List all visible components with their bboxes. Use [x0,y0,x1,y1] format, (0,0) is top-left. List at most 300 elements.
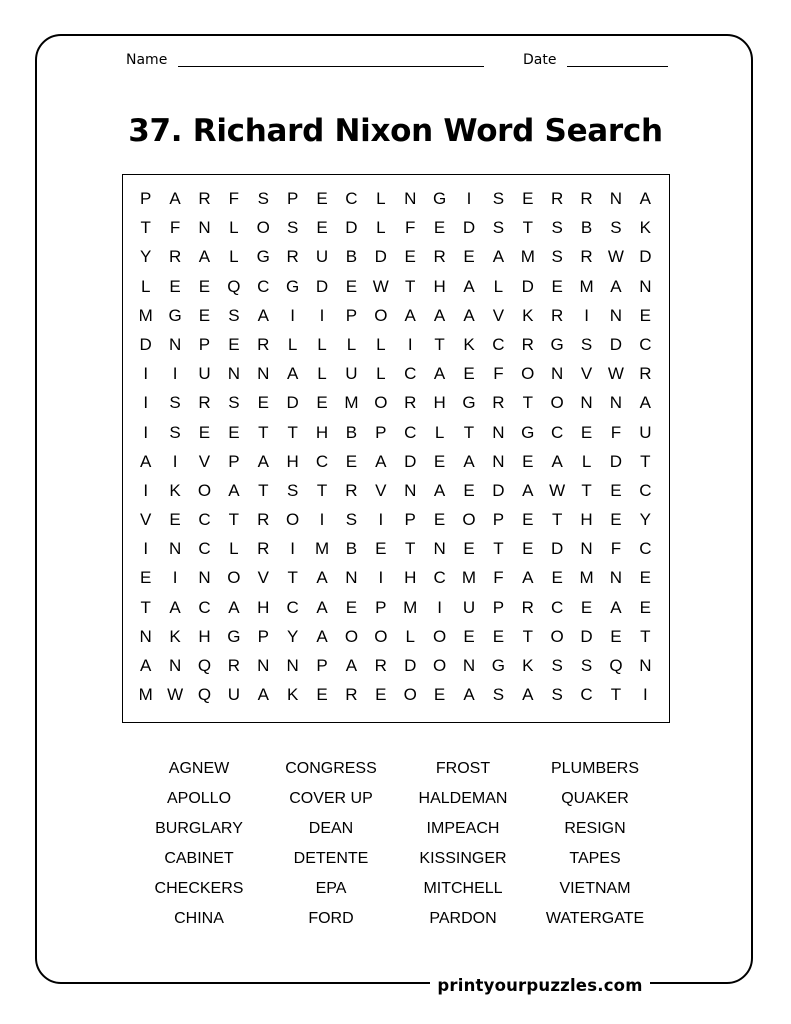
grid-letter: E [610,626,622,646]
grid-letter: I [143,393,149,413]
footer-website: printyourpuzzles.com [437,976,643,995]
grid-letter: I [143,364,149,384]
grid-letter: A [228,597,240,617]
grid-letter: E [433,218,446,238]
grid-letter: R [492,393,505,413]
word-list-item: VIETNAM [559,880,631,897]
grid-letter: O [374,305,388,325]
grid-letter: L [229,218,239,238]
grid-letter: L [376,364,386,384]
grid-letter: C [639,334,652,354]
grid-letter: E [522,189,534,208]
grid-letter: H [257,597,270,617]
word-list-item: FROST [435,760,491,777]
grid-letter: A [522,480,534,500]
grid-letter: C [257,276,270,296]
grid-letter: F [493,364,504,384]
grid-letter: R [257,510,270,530]
grid-letter: I [319,510,325,530]
grid-letter: P [375,422,387,442]
word-list-item: HALDEMAN [418,790,508,807]
grid-letter: T [551,510,563,530]
grid-letter: L [376,189,386,208]
grid-letter: G [168,305,182,325]
grid-letter: L [376,334,386,354]
grid-letter: Q [609,656,623,675]
grid-letter: L [229,539,239,559]
grid-letter: Q [197,656,212,675]
grid-letter: E [610,480,622,500]
grid-letter: Y [140,247,152,267]
grid-letter: C [404,364,417,384]
grid-letter: T [640,626,651,646]
grid-letter: R [345,480,358,500]
grid-letter: G [286,276,300,296]
grid-letter: D [315,276,329,296]
grid-letter: L [317,334,327,354]
grid-letter: I [437,597,442,617]
grid-letter: C [286,597,299,617]
grid-letter: T [258,422,269,442]
grid-letter: S [551,685,563,705]
grid-letter: P [492,510,505,530]
grid-letter: P [345,305,358,325]
grid-letter: F [610,422,622,442]
grid-letter: D [139,334,152,354]
grid-letter: H [315,422,329,442]
grid-letter: K [639,218,651,238]
grid-letter: I [143,480,149,500]
grid-letter: Q [227,276,241,296]
grid-letter: E [492,626,505,646]
grid-letter: U [462,597,476,617]
grid-letter: N [609,305,623,325]
grid-letter: L [287,334,298,354]
grid-letter: R [345,685,358,705]
grid-letter: L [581,451,592,471]
grid-letter: E [433,451,446,471]
grid-letter: P [286,189,299,208]
grid-letter: M [138,685,153,705]
grid-letter: T [522,218,533,238]
grid-letter: T [287,568,298,588]
grid-letter: A [639,393,651,413]
date-field-line[interactable] [567,66,668,67]
grid-letter: V [257,568,269,588]
grid-letter: E [433,510,446,530]
grid-letter: H [580,510,593,530]
grid-letter: T [463,422,475,442]
grid-letter: O [432,656,447,675]
word-list-item: PLUMBERS [550,760,640,777]
grid-letter: M [344,393,359,413]
grid-letter: E [522,451,534,471]
grid-letter: V [198,451,211,471]
grid-letter: V [492,305,505,325]
grid-letter: O [256,218,270,238]
grid-letter: T [316,480,328,500]
grid-letter: O [550,393,564,413]
grid-letter: N [168,539,182,559]
grid-letter: R [551,305,564,325]
grid-letter: R [198,189,211,208]
grid-letter: L [229,247,239,267]
grid-letter: M [403,597,418,617]
grid-letter: A [169,597,181,617]
grid-letter: R [374,656,387,675]
grid-letter: D [492,480,505,500]
grid-letter: O [286,510,300,530]
grid-letter: I [319,305,325,325]
grid-letter: A [316,568,328,588]
grid-letter: L [376,218,386,238]
grid-letter: T [581,480,592,500]
grid-letter: L [317,364,327,384]
grid-letter: E [639,305,651,325]
grid-letter: S [492,218,505,238]
grid-letter: D [374,247,387,267]
word-list-item: AGNEW [168,760,230,777]
grid-letter: O [344,626,359,646]
grid-letter: G [491,656,505,675]
grid-letter: A [463,451,475,471]
grid-letter: A [463,305,475,325]
grid-letter: P [316,656,328,675]
grid-letter: R [580,189,593,208]
word-list-item: APOLLO [166,790,232,807]
grid-letter: E [169,276,181,296]
grid-letter: S [551,218,563,238]
grid-letter: A [433,480,446,500]
grid-letter: D [609,451,623,471]
grid-letter: E [228,422,240,442]
grid-letter: C [551,597,564,617]
grid-letter: L [346,334,357,354]
grid-letter: G [256,247,270,267]
grid-letter: O [197,480,212,500]
grid-letter: P [228,451,240,471]
grid-letter: O [432,626,447,646]
grid-letter: E [433,685,446,705]
grid-letter: R [257,539,270,559]
grid-letter: Y [286,626,299,646]
grid-letter: A [610,276,622,296]
grid-letter: E [522,510,534,530]
grid-letter: R [433,247,446,267]
grid-letter: N [433,539,446,559]
grid-letter: B [345,422,358,442]
grid-letter: E [551,568,563,588]
grid-letter: W [607,247,624,267]
grid-letter: P [375,597,387,617]
grid-letter: D [580,626,593,646]
grid-letter: T [493,539,504,559]
grid-letter: A [492,247,505,267]
word-list-item: IMPEACH [426,820,500,837]
grid-letter: M [314,539,330,559]
grid-letter: N [404,189,417,208]
grid-letter: N [609,393,623,413]
word-list-item: DETENTE [293,850,369,867]
grid-letter: E [169,510,181,530]
grid-letter: M [461,568,477,588]
grid-letter: A [316,626,328,646]
grid-letter: T [640,451,651,471]
grid-letter: S [169,422,181,442]
grid-letter: O [227,568,241,588]
grid-letter: G [550,334,564,354]
grid-letter: B [580,218,593,238]
name-field-line[interactable] [178,66,484,67]
grid-letter: D [462,218,476,238]
grid-letter: M [138,305,153,325]
grid-letter: W [167,685,184,705]
grid-letter: C [404,422,417,442]
grid-letter: I [143,539,149,559]
grid-letter: A [433,305,446,325]
grid-letter: E [316,218,328,238]
grid-letter: Q [197,685,212,705]
grid-letter: E [404,247,416,267]
grid-letter: S [610,218,622,238]
word-list-item: EPA [315,880,347,897]
grid-letter: A [522,568,534,588]
grid-letter: N [551,364,564,384]
grid-letter: I [378,510,384,530]
grid-letter: D [404,451,417,471]
grid-letter: V [580,364,593,384]
grid-letter: I [172,451,178,471]
grid-letter: I [378,568,384,588]
grid-letter: D [286,393,299,413]
grid-letter: S [492,189,505,208]
grid-letter: S [551,656,563,675]
grid-letter: K [169,480,181,500]
grid-letter: O [374,626,388,646]
grid-letter: A [404,305,416,325]
grid-letter: S [492,685,505,705]
word-list-item: CHINA [174,910,224,927]
grid-letter: E [345,597,358,617]
grid-letter: N [286,656,299,675]
word-list-item: TAPES [569,850,621,867]
grid-letter: T [228,510,240,530]
grid-letter: A [463,685,475,705]
grid-letter: V [140,510,152,530]
grid-letter: U [345,364,358,384]
name-label: Name [126,52,168,68]
grid-letter: A [375,451,387,471]
grid-letter: E [522,539,534,559]
grid-letter: D [639,247,652,267]
grid-letter: T [522,393,533,413]
grid-letter: C [198,539,211,559]
word-list-item: BURGLARY [155,820,243,837]
grid-letter: O [403,685,417,705]
grid-letter: G [432,189,447,208]
grid-letter: N [404,480,417,500]
grid-letter: W [372,276,389,296]
grid-letter: V [375,480,387,500]
grid-letter: S [228,393,240,413]
word-list-item: DEAN [308,820,354,837]
grid-letter: E [463,480,475,500]
grid-letter: A [140,451,152,471]
grid-letter: S [257,189,269,208]
grid-letter: O [462,510,476,530]
word-list-item: CHECKERS [154,880,244,897]
word-list-item: CABINET [164,850,234,867]
grid-letter: W [607,364,624,384]
grid-letter: C [492,334,505,354]
grid-letter: A [345,656,358,675]
grid-letter: I [290,305,296,325]
word-list-item: MITCHELL [423,880,503,897]
grid-letter: A [610,597,622,617]
grid-letter: P [140,189,152,208]
grid-letter: C [433,568,446,588]
grid-letter: E [463,364,475,384]
grid-letter: A [198,247,211,267]
word-list-item: QUAKER [561,790,629,807]
grid-letter: O [521,364,535,384]
grid-letter: U [315,247,329,267]
grid-letter: E [345,276,358,296]
grid-letter: F [610,539,622,559]
grid-letter: I [642,685,648,705]
grid-letter: R [257,334,270,354]
grid-letter: S [580,334,593,354]
grid-letter: R [551,189,564,208]
grid-letter: T [522,626,533,646]
grid-letter: T [140,218,151,238]
grid-letter: M [579,568,594,588]
grid-letter: T [287,422,298,442]
grid-letter: S [169,393,181,413]
grid-letter: R [521,597,534,617]
grid-letter: N [639,656,652,675]
grid-letter: F [169,218,181,238]
grid-letter: H [433,393,446,413]
grid-letter: E [463,247,475,267]
grid-letter: E [316,189,328,208]
grid-letter: A [257,451,269,471]
grid-letter: L [140,276,151,296]
grid-letter: H [286,451,299,471]
grid-letter: G [227,626,241,646]
grid-letter: K [522,305,534,325]
grid-letter: E [140,568,152,588]
grid-letter: S [286,218,299,238]
grid-letter: E [580,597,593,617]
grid-letter: N [639,276,652,296]
grid-letter: K [522,656,534,675]
grid-letter: D [551,539,564,559]
page-title: 37. Richard Nixon Word Search [128,113,663,149]
grid-letter: R [286,247,299,267]
grid-letter: P [492,597,505,617]
grid-letter: H [433,276,446,296]
grid-letter: E [610,510,622,530]
grid-letter: L [405,626,415,646]
grid-letter: E [375,685,387,705]
grid-letter: N [168,656,182,675]
grid-letter: C [639,539,652,559]
grid-letter: N [492,451,505,471]
grid-letter: T [258,480,269,500]
grid-letter: A [639,189,651,208]
grid-letter: N [492,422,505,442]
word-list-item: KISSINGER [419,850,507,867]
grid-letter: E [345,451,358,471]
grid-letter: E [639,568,651,588]
grid-letter: M [520,247,535,267]
grid-letter: R [639,364,652,384]
grid-letter: E [463,539,475,559]
grid-letter: A [551,451,563,471]
grid-letter: G [521,422,535,442]
grid-letter: E [551,276,563,296]
grid-letter: F [405,218,416,238]
grid-letter: U [639,422,652,442]
grid-letter: N [462,656,476,675]
grid-letter: A [228,480,240,500]
grid-letter: W [549,480,566,500]
grid-letter: A [257,685,269,705]
grid-letter: D [521,276,534,296]
grid-letter: E [228,334,240,354]
grid-letter: E [257,393,269,413]
grid-letter: N [227,364,240,384]
grid-letter: S [580,656,593,675]
grid-letter: N [257,656,270,675]
word-list-item: PARDON [429,910,497,927]
grid-letter: E [198,422,211,442]
grid-letter: I [407,334,413,354]
grid-letter: T [405,276,416,296]
grid-letter: A [169,189,181,208]
grid-letter: B [345,247,358,267]
grid-letter: C [345,189,358,208]
grid-letter: P [404,510,416,530]
grid-letter: E [198,305,211,325]
grid-letter: N [257,364,270,384]
grid-letter: L [493,276,504,296]
grid-letter: A [433,364,446,384]
grid-letter: R [198,393,211,413]
grid-letter: U [198,364,211,384]
grid-letter: N [580,393,593,413]
grid-letter: N [198,568,211,588]
grid-letter: C [198,510,211,530]
letter-grid [131,184,660,709]
grid-letter: I [172,364,178,384]
grid-letter: C [580,685,593,705]
grid-letter: R [168,247,182,267]
grid-letter: D [609,334,623,354]
grid-letter: D [404,656,417,675]
grid-letter: E [463,626,475,646]
grid-letter: R [521,334,534,354]
grid-letter: B [345,539,358,559]
word-list-item: WATERGATE [545,910,645,927]
grid-letter: T [405,539,416,559]
grid-letter: E [316,685,328,705]
grid-letter: P [257,626,269,646]
grid-letter: C [639,480,652,500]
grid-letter: C [551,422,564,442]
grid-letter: R [227,656,240,675]
